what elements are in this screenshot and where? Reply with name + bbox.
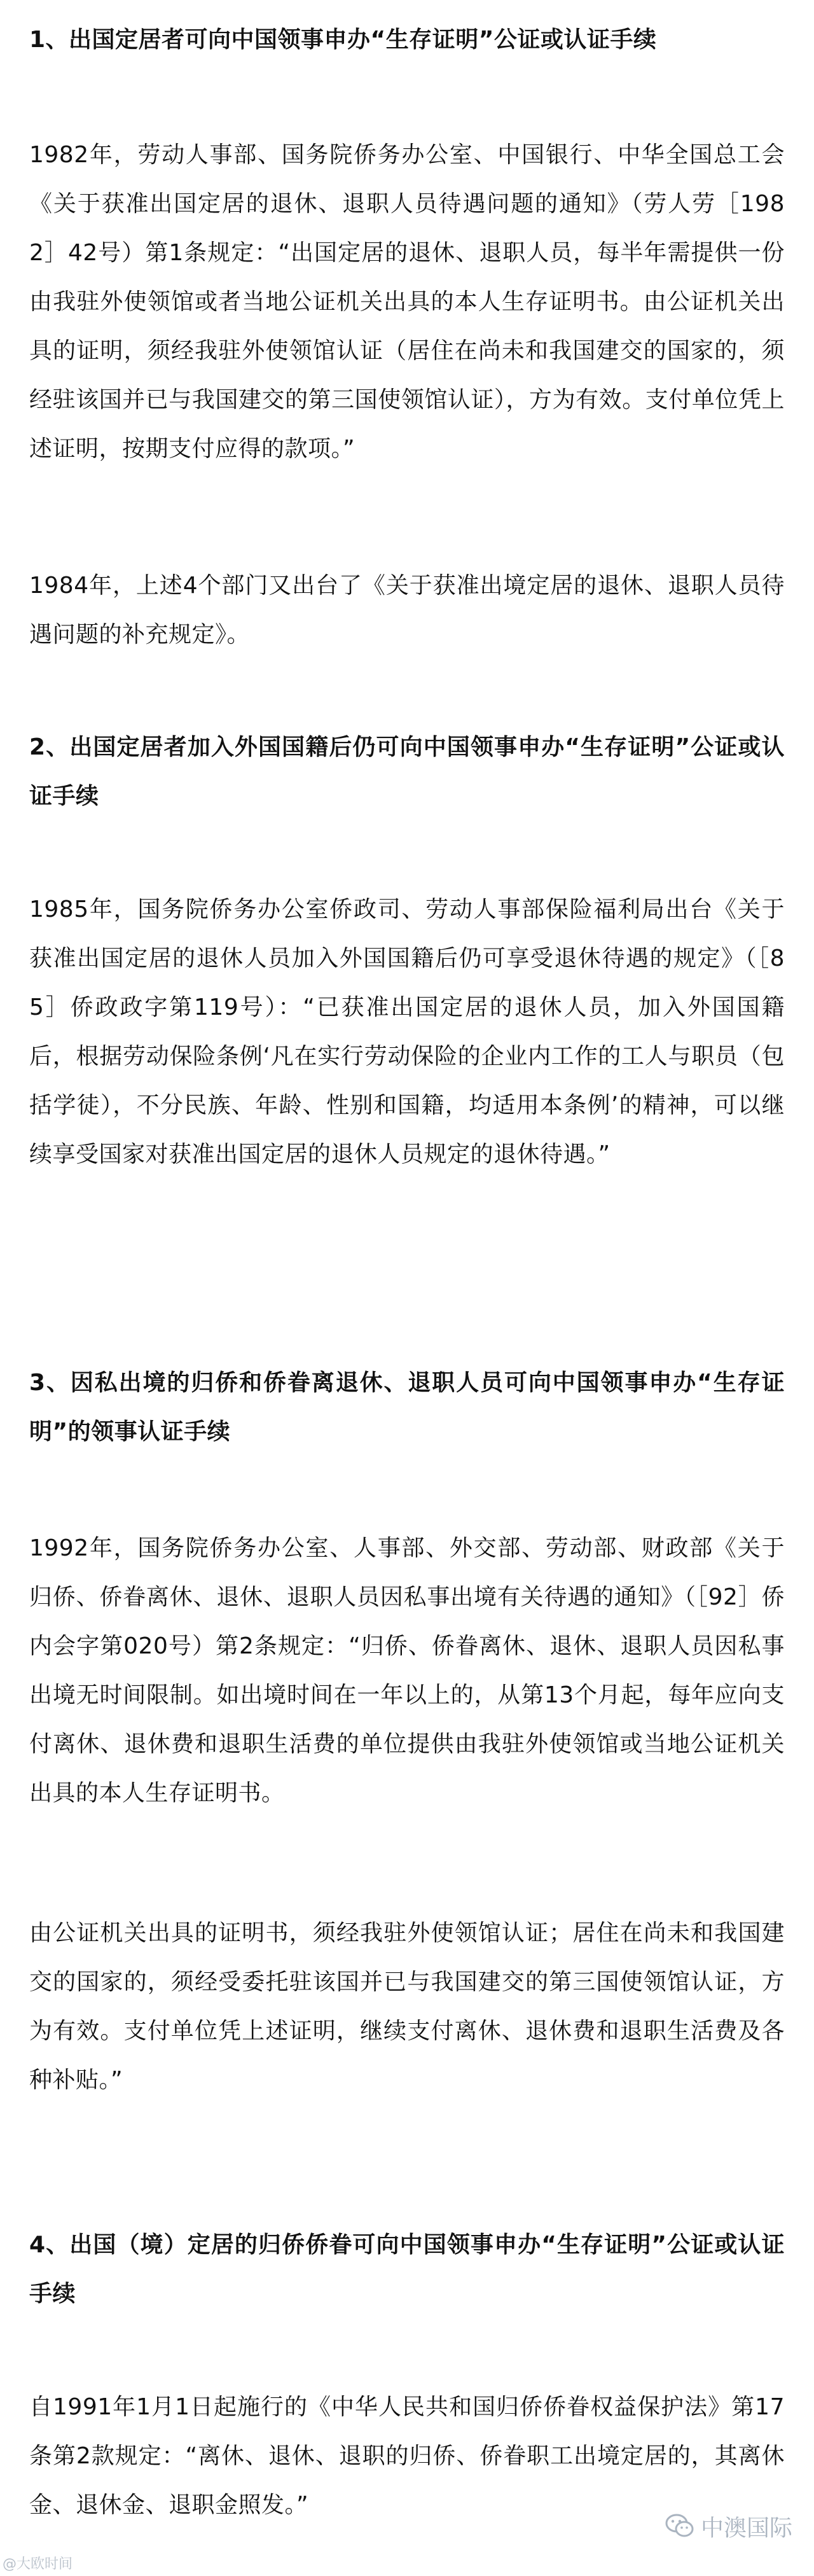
section-3-paragraph-2: 由公证机关出具的证明书，须经我驻外使领馆认证；居住在尚未和我国建交的国家的，须经受委托驻该国并已与我国建交的第三国使领馆认证，方为有效。支付单位凭上述证明，继续支付离休、退休费和退职生活费及各种补贴。”: [29, 1920, 785, 2093]
watermark-brand: [665, 2513, 792, 2545]
section-1-paragraph-1: 1982年，劳动人事部、国务院侨务办公室、中国银行、中华全国总工会《关于获准出国定居的退休、退职人员待遇问题的通知》（劳人劳［1982］42号）第1条规定：“出国定居的退休、退职人员，每半年需提供一份由我驻外使领馆或者当地公证机关出具的本人生存证明书。由公证机关出具的证明，须经我驻外使领馆认证（居住在尚未和我国建交的国家的，须经驻该国并已与我国建交的第三国使领馆认证），方为有效。支付单位凭上述证明，按期支付应得的款项。”: [29, 142, 785, 462]
section-1-heading: 1、出国定居者可向中国领事申办“生存证明”公证或认证手续: [29, 27, 657, 53]
watermark-brand-text: 中澳国际: [700, 2515, 792, 2542]
wechat-icon: [665, 2513, 694, 2545]
section-1-paragraph-2: 1984年，上述4个部门又出台了《关于获准出境定居的退休、退职人员待遇问题的补充规定》。: [29, 573, 785, 648]
section-3-paragraph-1: 1992年，国务院侨务办公室、人事部、外交部、劳动部、财政部《关于归侨、侨眷离休、退休、退职人员因私事出境有关待遇的通知》（［92］侨内会字第020号）第2条规定：“归侨、侨眷离休、退休、退职人员因私事出境无时间限制。如出境时间在一年以上的，从第13个月起，每年应向支付离休、退休费和退职生活费的单位提供由我驻外使领馆或当地公证机关出具的本人生存证明书。: [29, 1535, 785, 1806]
section-4-paragraph-1: 自1991年1月1日起施行的《中华人民共和国归侨侨眷权益保护法》第17条第2款规定：“离休、退休、退职的归侨、侨眷职工出境定居的，其离休金、退休金、退职金照发。”: [29, 2394, 785, 2518]
section-2-paragraph-1: 1985年，国务院侨务办公室侨政司、劳动人事部保险福利局出台《关于获准出国定居的退休人员加入外国国籍后仍可享受退休待遇的规定》（［85］侨政政字第119号）：“已获准出国定居的退休人员，加入外国国籍后，根据劳动保险条例‘凡在实行劳动保险的企业内工作的工人与职员（包括学徒），不分民族、年龄、性别和国籍，均适用本条例’的精神，可以继续享受国家对获准出国定居的退休人员规定的退休待遇。”: [29, 896, 785, 1167]
watermark-source: @大欧时间: [3, 2556, 73, 2572]
section-2-heading: 2、出国定居者加入外国国籍后仍可向中国领事申办“生存证明”公证或认证手续: [29, 734, 785, 809]
section-4-heading: 4、出国（境）定居的归侨侨眷可向中国领事申办“生存证明”公证或认证手续: [29, 2232, 785, 2307]
section-3-heading: 3、因私出境的归侨和侨眷离退休、退职人员可向中国领事申办“生存证明”的领事认证手续: [29, 1370, 785, 1445]
